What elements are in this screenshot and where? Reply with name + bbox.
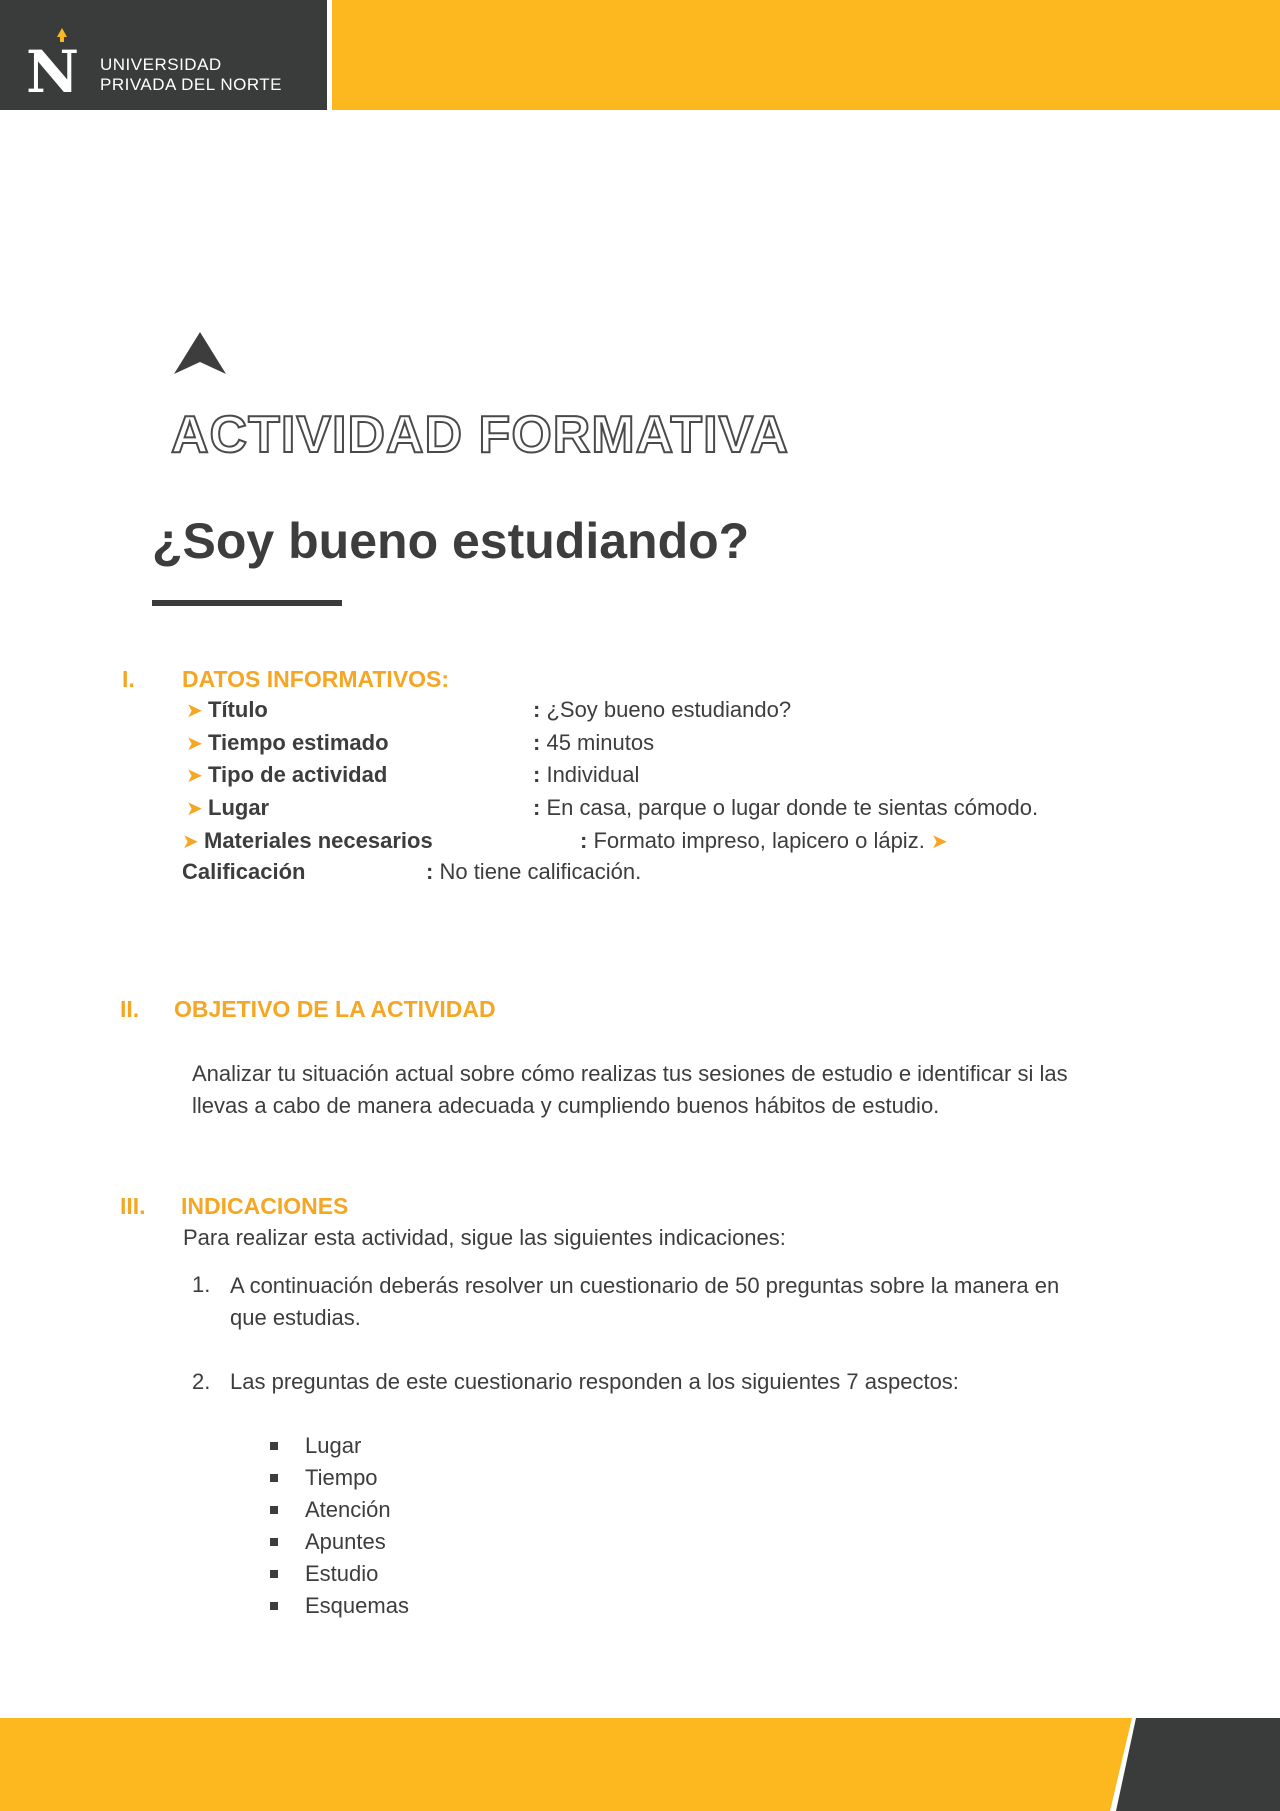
info-value-materiales: : Formato impreso, lapicero o lápiz. ➤ [580,827,953,855]
arrow-bullet-icon: ➤ [186,798,203,820]
step-1-line2: que estudias. [230,1305,361,1330]
info-label: Título [208,697,268,722]
info-value: 45 minutos [546,730,655,755]
navigation-arrow-icon [172,330,228,376]
info-value: Individual [546,762,640,787]
section-2-heading: OBJETIVO DE LA ACTIVIDAD [174,996,496,1022]
info-value-titulo: : ¿Soy bueno estudiando? [533,697,792,722]
square-bullet-icon [270,1474,278,1482]
university-name-line2: PRIVADA DEL NORTE [100,75,283,94]
arrow-bullet-icon: ➤ [930,831,948,853]
page-title: ¿Soy bueno estudiando? [152,513,750,569]
arrow-bullet-icon: ➤ [186,733,203,755]
arrow-bullet-icon: ➤ [186,765,203,787]
list-item: Atención [305,1497,391,1522]
step-1-line1: A continuación deberás resolver un cuestionario de 50 preguntas sobre la manera en [230,1273,1060,1298]
info-value: Formato impreso, lapicero o lápiz. [593,828,925,853]
square-bullet-icon [270,1538,278,1546]
list-item: Apuntes [305,1529,386,1554]
objective-paragraph [192,1058,1068,1122]
info-value: No tiene calificación. [439,859,642,884]
info-value-lugar: : En casa, parque o lugar donde te sientas cómodo. [533,795,1039,820]
university-name-line1: UNIVERSIDAD [100,55,222,74]
info-value: ¿Soy bueno estudiando? [546,697,792,722]
university-logo-icon [26,28,80,96]
title-underline [152,600,342,606]
header-accent-bar [332,0,1280,110]
list-item: Estudio [305,1561,379,1586]
header-logo-panel [0,0,327,110]
list-item: Tiempo [305,1465,378,1490]
info-label: Calificación [182,859,306,884]
section-3-heading: INDICACIONES [181,1193,349,1219]
list-item: Esquemas [305,1593,409,1618]
section-1-heading: DATOS INFORMATIVOS: [182,666,450,692]
section-2-number: II. [120,996,140,1022]
step-2-number: 2. [192,1369,211,1394]
info-row-titulo [186,696,268,724]
footer-accent-bar [0,1718,1280,1811]
svg-text:N: N [26,38,80,96]
arrow-bullet-icon: ➤ [186,700,203,722]
square-bullet-icon [270,1602,278,1610]
instructions-intro: Para realizar esta actividad, sigue las siguientes indicaciones: [183,1225,786,1250]
info-row-calificacion [182,858,305,886]
info-row-tiempo [186,729,389,757]
university-name [100,55,282,95]
info-label: Lugar [208,795,270,820]
step-2-text: Las preguntas de este cuestionario responden a los siguientes 7 aspectos: [230,1369,959,1394]
objective-line2: llevas a cabo de manera adecuada y cumpliendo buenos hábitos de estudio. [192,1093,940,1118]
footer-corner-shape [1110,1718,1280,1811]
step-1-number: 1. [192,1272,211,1297]
step-1-text [230,1270,1059,1334]
list-item: Lugar [305,1433,362,1458]
square-bullet-icon [270,1442,278,1450]
info-value-calificacion: : No tiene calificación. [426,859,642,884]
info-value-tipo: : Individual [533,762,640,787]
section-1-number: I. [122,666,135,692]
objective-line1: Analizar tu situación actual sobre cómo realizas tus sesiones de estudio e identificar si las [192,1061,1068,1086]
info-row-tipo [186,761,387,789]
info-label: Materiales necesarios [204,828,433,853]
activity-kicker: ACTIVIDAD FORMATIVA [171,406,789,464]
square-bullet-icon [270,1506,278,1514]
info-row-materiales [182,827,433,855]
info-label: Tiempo estimado [208,730,389,755]
info-label: Tipo de actividad [208,762,388,787]
info-value: En casa, parque o lugar donde te sientas cómodo. [546,795,1039,820]
arrow-bullet-icon: ➤ [182,831,199,853]
info-row-lugar [186,794,269,822]
info-value-tiempo: : 45 minutos [533,730,655,755]
square-bullet-icon [270,1570,278,1578]
section-3-number: III. [120,1193,146,1219]
